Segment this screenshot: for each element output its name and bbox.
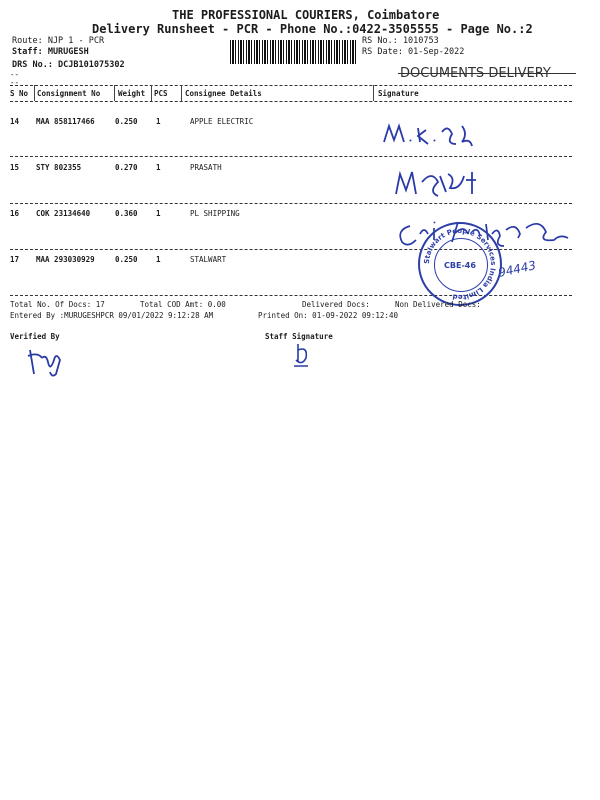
verifier-signature	[24, 344, 74, 378]
strikethrough-line	[398, 73, 576, 74]
row-consignee: PL SHIPPING	[190, 209, 240, 218]
row-weight: 0.360	[115, 209, 138, 218]
row-pcs: 1	[156, 117, 161, 126]
row14-signature	[380, 120, 500, 154]
drs-number: DRS No.: DCJB101075302	[12, 60, 125, 70]
row-weight: 0.270	[115, 163, 138, 172]
dash-mark: --	[10, 70, 20, 79]
row-weight: 0.250	[115, 117, 138, 126]
col-consignee: Consignee Details	[185, 89, 262, 98]
company-title: THE PROFESSIONAL COURIERS, Coimbatore	[172, 8, 440, 22]
staff-signature-label: Staff Signature	[265, 332, 333, 341]
non-delivered-docs: Non Delivered Docs:	[395, 300, 481, 309]
printed-on: Printed On: 01-09-2022 09:12:40	[258, 311, 398, 320]
runsheet-title: Delivery Runsheet - PCR - Phone No.:0422-3505555 - Page No.:2	[92, 22, 533, 36]
row-pcs: 1	[156, 209, 161, 218]
route-text: Route: NJP 1 - PCR	[12, 36, 105, 46]
company-stamp	[418, 222, 502, 306]
row-consignment: MAA 293030929	[36, 255, 95, 264]
delivered-docs: Delivered Docs:	[302, 300, 370, 309]
col-signature: Signature	[378, 89, 419, 98]
row-consignment: COK 23134640	[36, 209, 91, 218]
verified-by-label: Verified By	[10, 332, 60, 341]
col-divider	[34, 85, 35, 101]
row-sno: 14	[10, 117, 20, 126]
col-sno: S No	[10, 89, 29, 98]
staff-text: Staff: MURUGESH	[12, 47, 89, 57]
stamp-text-ring	[420, 224, 500, 304]
row-weight: 0.250	[115, 255, 138, 264]
col-divider	[114, 85, 115, 101]
row15-signature	[392, 166, 492, 200]
table-header-rule	[10, 101, 572, 102]
entered-by: Entered By :MURUGESHPCR 09/01/2022 9:12:28 AM	[10, 311, 214, 320]
col-weight: Weight	[118, 89, 146, 98]
row-sno: 15	[10, 163, 20, 172]
row-pcs: 1	[156, 163, 161, 172]
row-pcs: 1	[156, 255, 161, 264]
stamp-code: CBE-46	[444, 261, 476, 270]
row-separator	[10, 156, 572, 157]
row-separator	[10, 203, 572, 204]
barcode	[230, 40, 358, 64]
documents-delivery-label: DOCUMENTS DELIVERY	[400, 66, 551, 81]
row-sno: 17	[10, 255, 20, 264]
col-pcs: PCS	[154, 89, 168, 98]
stamp-text: Stalwart People Services India Limited	[422, 226, 498, 302]
table-top-rule	[10, 85, 572, 86]
rs-date: RS Date: 01-Sep-2022	[362, 47, 465, 57]
rs-number: RS No.: 1010753	[362, 36, 439, 46]
row-sno: 16	[10, 209, 20, 218]
col-divider	[151, 85, 152, 101]
row-consignment: MAA 858117466	[36, 117, 95, 126]
row-consignee: STALWART	[190, 255, 227, 264]
staff-signature	[290, 340, 314, 370]
total-cod: Total COD Amt: 0.00	[140, 300, 226, 309]
col-divider	[181, 85, 182, 101]
row-consignment: STY 802355	[36, 163, 82, 172]
row-consignee: PRASATH	[190, 163, 222, 172]
dash-mark: --	[10, 78, 20, 87]
col-divider	[373, 85, 374, 101]
total-docs: Total No. Of Docs: 17	[10, 300, 105, 309]
col-consignment: Consignment No	[37, 89, 101, 98]
row-consignee: APPLE ELECTRIC	[190, 117, 254, 126]
row16-handwritten-number: 94443	[496, 258, 538, 280]
